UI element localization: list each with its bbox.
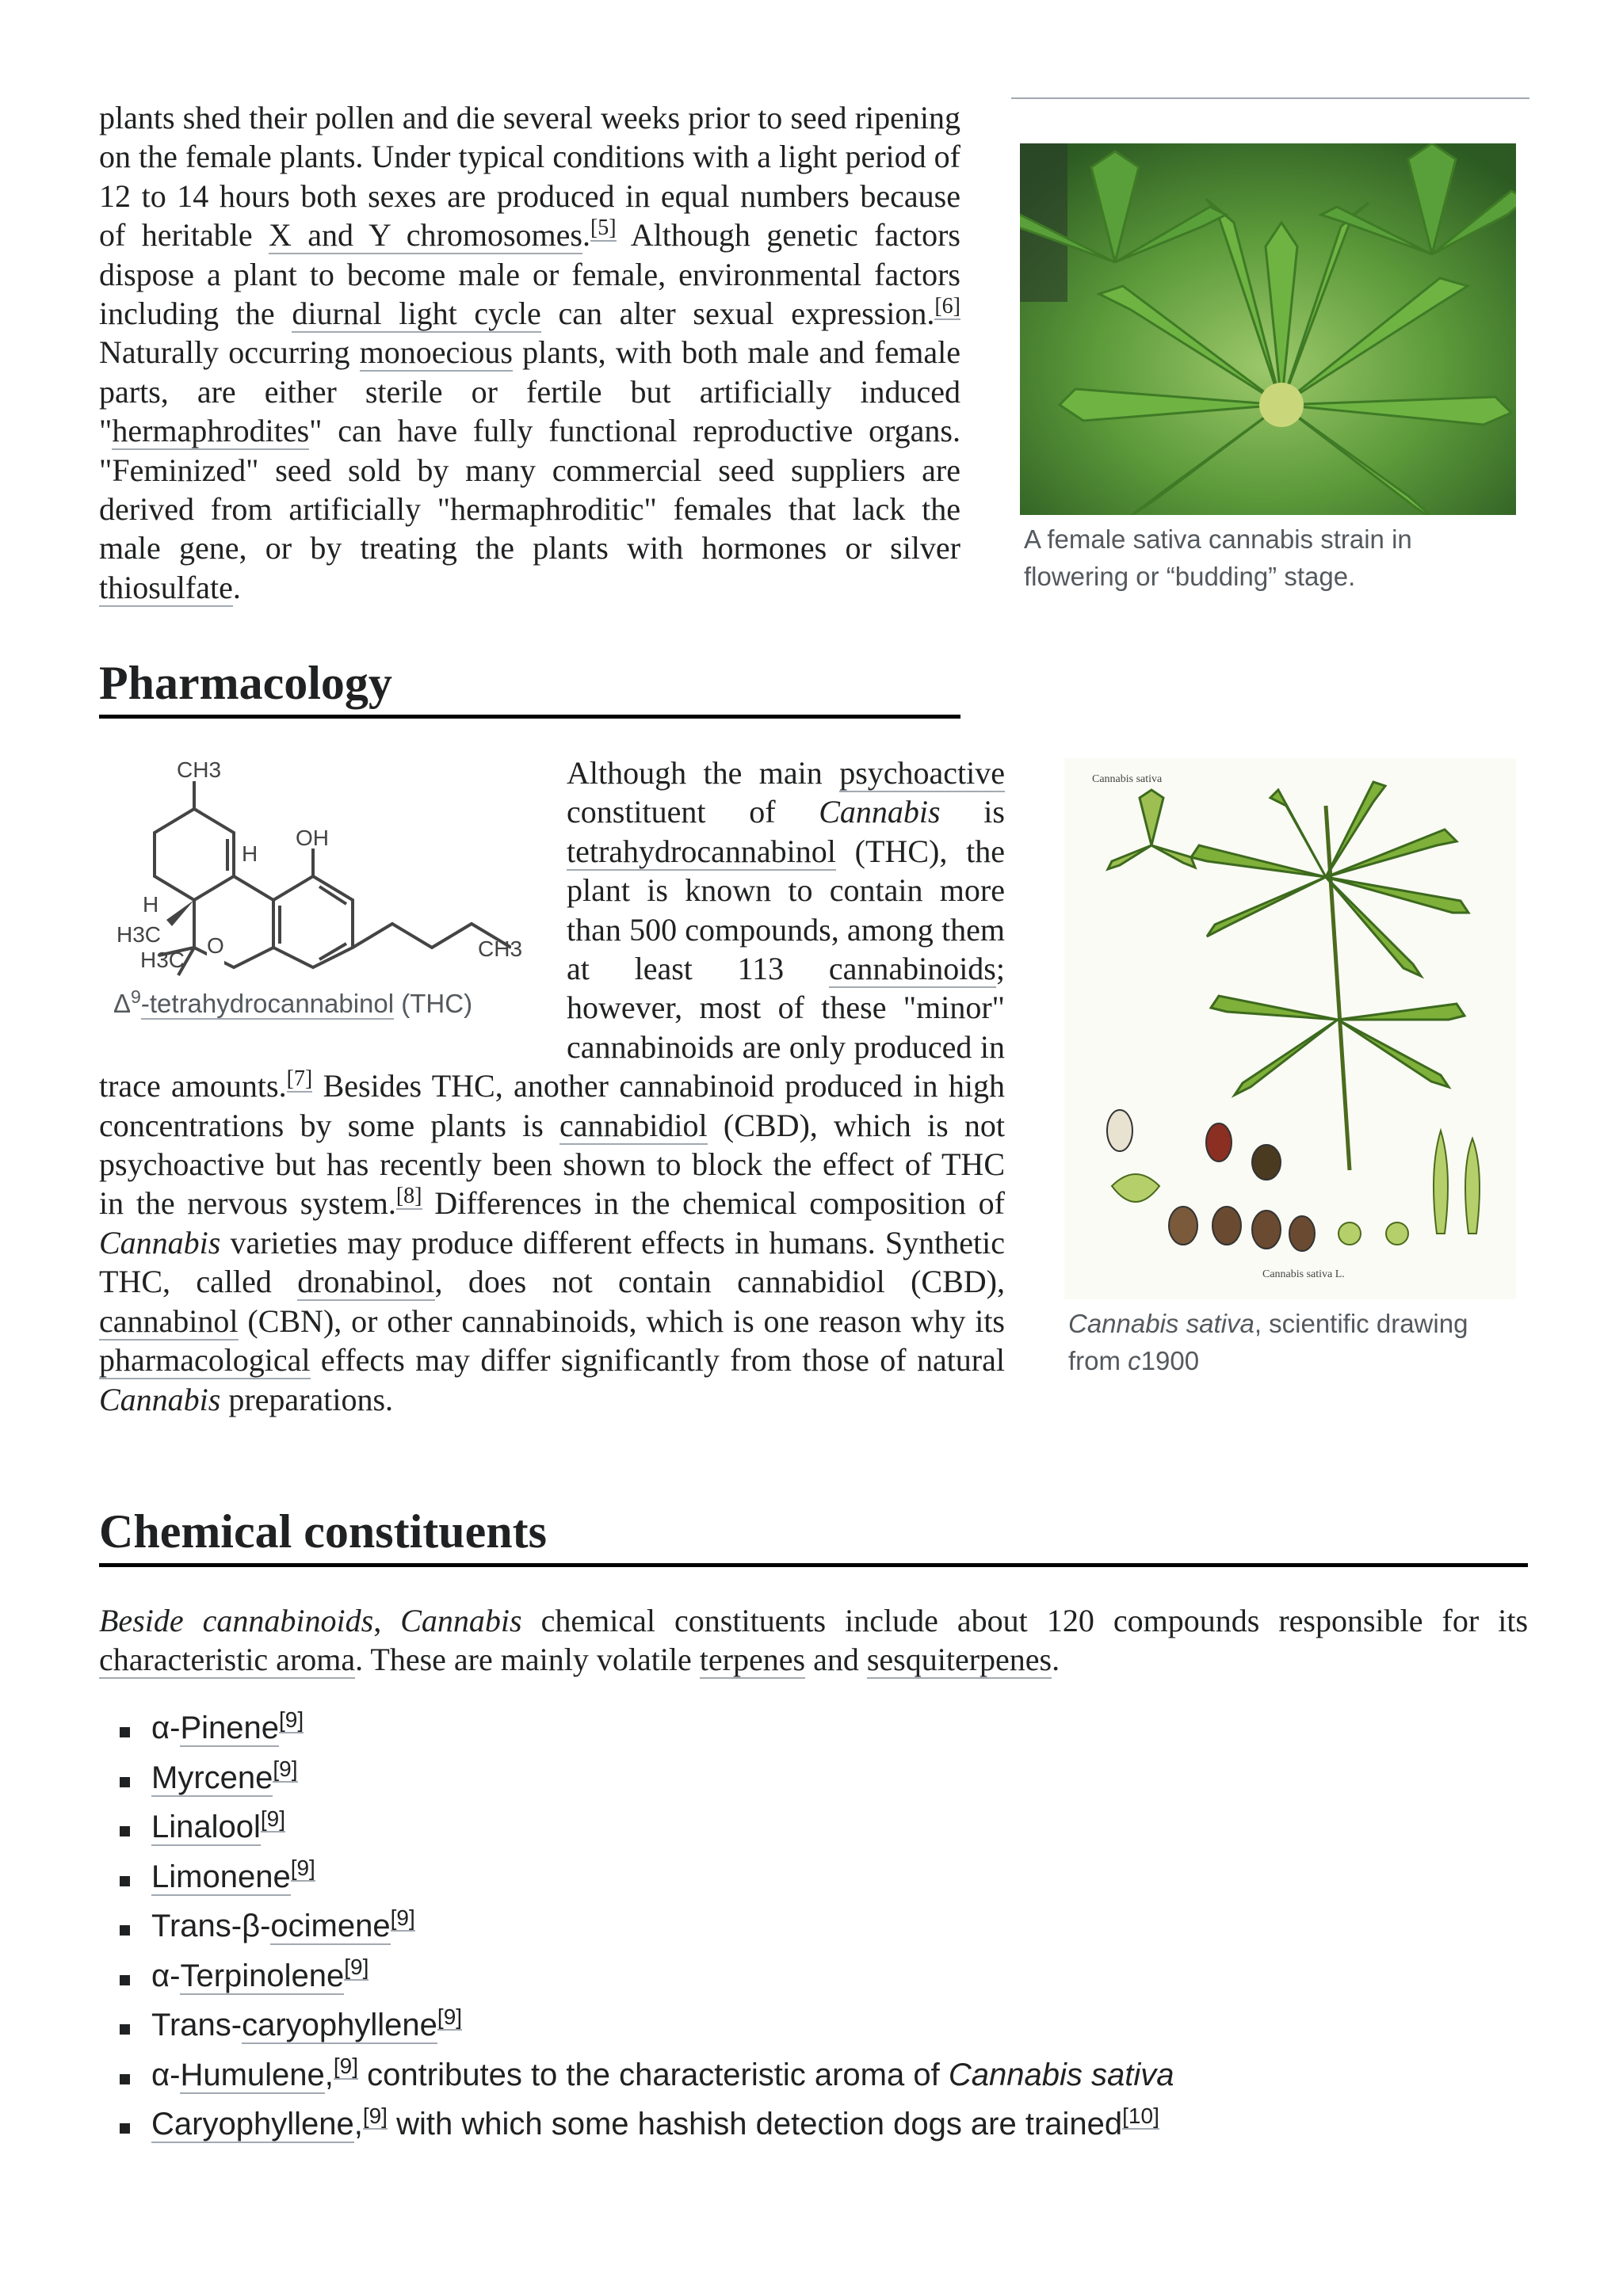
chemical-paragraph: Beside cannabinoids, Cannabis chemical constituents include about 120 compounds responsible for its characteristic aroma. These are mainly volatile terpenes and sesquiterpenes.: [99, 1603, 1529, 1678]
link-limonene[interactable]: Limonene: [151, 1859, 291, 1894]
figure-top-rule: [1011, 97, 1529, 99]
plate-label-top: Cannabis sativa: [1092, 773, 1163, 785]
molecule-label-h3c-2: H3C: [140, 948, 185, 972]
ref-9[interactable]: [9]: [437, 2004, 463, 2029]
link-sesquiterpenes[interactable]: sesquiterpenes: [866, 1642, 1052, 1678]
ref-8[interactable]: [8]: [395, 1184, 422, 1209]
molecule-label-o: O: [207, 926, 224, 965]
molecule-label-h1: H: [242, 841, 258, 866]
ref-5[interactable]: [5]: [590, 215, 617, 240]
molecule-label-h2: H: [143, 892, 159, 917]
link-dronabinol[interactable]: dronabinol: [297, 1264, 435, 1300]
list-item: [99, 1802, 1174, 1852]
figure2-caption: Cannabis sativa, scientific drawing from c1900: [1068, 1309, 1468, 1375]
cannabis-botanical-drawing[interactable]: [1064, 758, 1516, 1299]
list-item: α-Humulene,[9] contributes to the characteristic aroma of Cannabis sativa: [99, 2050, 1174, 2100]
ref-7[interactable]: [7]: [286, 1066, 313, 1091]
ref-6[interactable]: [6]: [934, 293, 960, 318]
link-ocimene[interactable]: ocimene: [270, 1909, 391, 1943]
botanical-plate-graphic: [1064, 758, 1516, 1299]
link-monoecious[interactable]: monoecious: [359, 334, 513, 371]
heading-chemical-constituents: Chemical constituents: [99, 1503, 1528, 1567]
plate-label-bottom: Cannabis sativa L.: [1262, 1268, 1345, 1280]
list-item: α-Terpinolene[9]: [99, 1951, 1174, 2001]
ref-9[interactable]: [9]: [362, 2103, 388, 2128]
link-hermaphrodites[interactable]: hermaphrodites: [112, 413, 310, 449]
list-item: Trans-caryophyllene[9]: [99, 2000, 1174, 2050]
molecule-label-ch3-right: CH3: [478, 936, 523, 961]
link-humulene[interactable]: Humulene: [180, 2057, 325, 2092]
link-pinene[interactable]: Pinene: [180, 1711, 280, 1745]
list-item: [99, 1852, 1174, 1902]
cannabis-plant-photo-graphic: [1020, 143, 1516, 515]
female-cannabis-photo[interactable]: [1020, 143, 1516, 515]
ref-9[interactable]: [9]: [279, 1707, 304, 1732]
link-cannabinol[interactable]: cannabinol: [99, 1302, 239, 1339]
molecule-label-h3c-1: H3C: [116, 922, 162, 947]
ref-9[interactable]: [9]: [273, 1756, 298, 1782]
molecule-label-ch3-top: CH3: [177, 757, 222, 782]
link-caryophyllene-trans[interactable]: caryophyllene: [242, 2008, 437, 2042]
thc-molecule-figure: [99, 753, 567, 1036]
link-tetrahydrocannabinol[interactable]: tetrahydrocannabinol: [567, 833, 836, 869]
list-item: Trans-β-ocimene[9]: [99, 1901, 1174, 1951]
link-x-y-chromosomes[interactable]: X and Y chromosomes: [269, 217, 582, 254]
link-terpinolene[interactable]: Terpinolene: [180, 1958, 345, 1993]
compound-list: [99, 1703, 1174, 2149]
list-item: [99, 1753, 1174, 1803]
link-psychoactive[interactable]: psychoactive: [839, 755, 1005, 791]
link-diurnal-light-cycle[interactable]: diurnal light cycle: [292, 296, 541, 332]
link-characteristic-aroma[interactable]: characteristic aroma: [99, 1642, 356, 1678]
molecule-caption: $\Delta^9$-tetrahydrocannabinol (THC): [113, 986, 473, 1018]
ref-10[interactable]: [10]: [1122, 2103, 1159, 2128]
link-thiosulfate[interactable]: thiosulfate: [99, 569, 233, 605]
link-terpenes[interactable]: terpenes: [699, 1642, 806, 1678]
list-item: Caryophyllene,[9] with which some hashish detection dogs are trained[10]: [99, 2100, 1174, 2149]
link-cannabinoids[interactable]: cannabinoids: [828, 951, 996, 987]
list-item: α-Pinene[9]: [99, 1703, 1174, 1753]
ref-9[interactable]: [9]: [260, 1806, 286, 1831]
link-pharmacological[interactable]: pharmacological: [99, 1342, 311, 1379]
ref-9[interactable]: [9]: [390, 1905, 415, 1930]
link-caryophyllene[interactable]: Caryophyllene: [151, 2107, 354, 2142]
ref-9[interactable]: [9]: [344, 1955, 369, 1980]
ref-9[interactable]: [9]: [333, 2054, 359, 2079]
molecule-label-oh: OH: [296, 826, 329, 850]
link-cannabidiol[interactable]: cannabidiol: [559, 1107, 708, 1143]
link-myrcene[interactable]: Myrcene: [151, 1760, 273, 1795]
intro-paragraph: plants shed their pollen and die several weeks prior to seed ripening on the female plants. Under typical conditions with a light period of 12 to 14 hours both sexes are produced in equal numbers because of heritable X and Y chromosomes.[5] Although genetic factors dispose a plant to become male or female, environmental factors including the diurnal light cycle can alter sexual expression.[6] Naturally occurring monoecious plants, with both male and female parts, are either sterile or fertile but artificially induced "hermaphrodites" can have fully functional reproductive organs. "Feminized" seed sold by many commercial seed suppliers are derived from artificially "hermaphroditic" females that lack the male gene, or by treating the plants with hormones or silver thiosulfate.: [99, 100, 960, 605]
link-linalool[interactable]: Linalool: [151, 1810, 261, 1844]
ref-9[interactable]: [9]: [290, 1855, 315, 1881]
pharmacology-paragraph: CH3 OH H H H3C H3C O CH3 $\Delta^9$-tetrahydrocannabinol (THC) Although the main psychoactive constituent of Cannabis is tetrahydrocannabinol (THC), the plant is known to contain more than 500 compounds, among them at least 113 cannabinoids; however, most of these "minor" cannabinoids are only produced in trace amounts.[7] Besides THC, another cannabinoid produced in high concentrations by some plants is cannabidiol (CBD), which is not psychoactive but has recently been shown to block the effect of THC in the nervous system.[8] Differences in the chemical composition of Cannabis varieties may produce different effects in humans. Synthetic THC, called dronabinol, does not contain cannabidiol (CBD), cannabinol (CBN), or other cannabinoids, which is one reason why its pharmacological effects may differ significantly from those of natural Cannabis preparations.: [99, 753, 1005, 1419]
link-tetrahydrocannabinol-caption[interactable]: -tetrahydrocannabinol: [140, 989, 395, 1018]
heading-pharmacology: Pharmacology: [99, 654, 960, 719]
figure1-caption: A female sativa cannabis strain in flowering or “budding” stage.: [1024, 524, 1412, 591]
